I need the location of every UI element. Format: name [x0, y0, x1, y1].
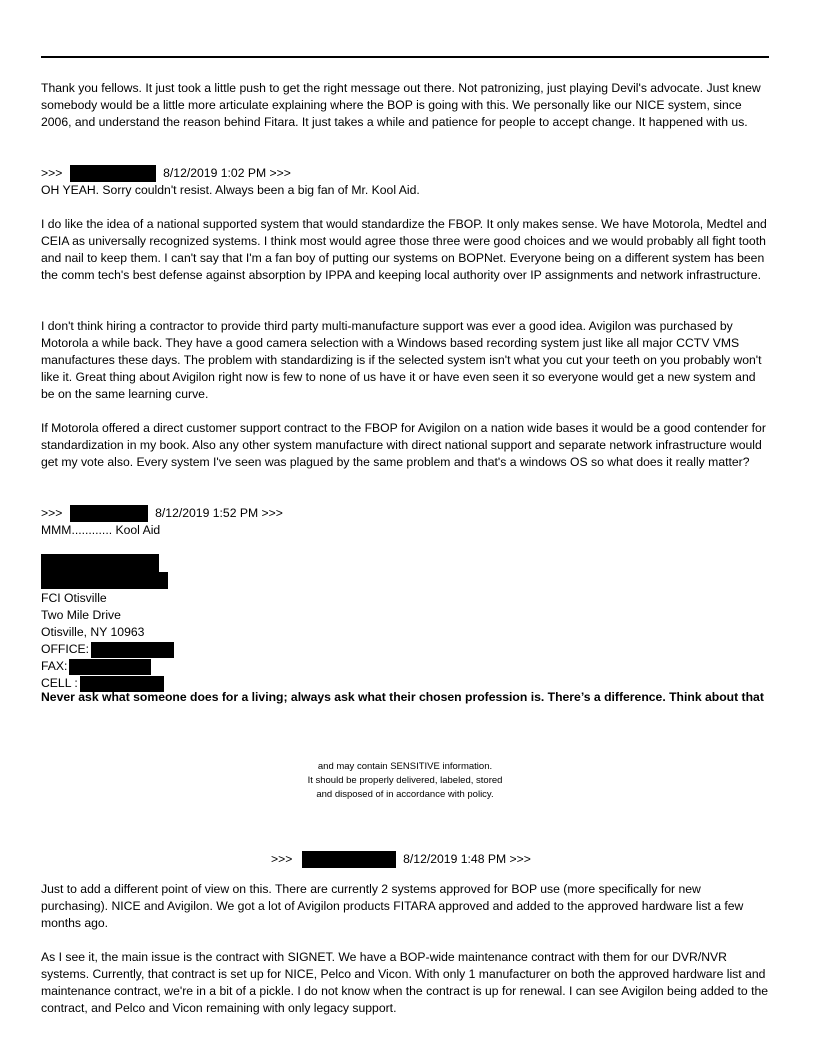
redacted-name: [41, 554, 159, 572]
signature-street: Two Mile Drive: [41, 608, 121, 622]
notice-line-2: It should be properly delivered, labeled, stored: [307, 775, 503, 786]
signature-city: Otisville, NY 10963: [41, 625, 145, 639]
paragraph-thank-you: Thank you fellows. It just took a little push to get the right message out there. Not patronizing, just playing Devil's advocate. Just knew somebody would be a little more articulate explaining where the BOP is going with this. We personally like our NICE system, since 2006, and understand the reason behind Fitara. It just takes a while and patience for people to accept change. It happened with us.: [41, 81, 761, 129]
reply-timestamp: 8/12/2019 1:52 PM >>>: [155, 506, 283, 520]
redacted-sender: [302, 851, 396, 868]
reply-prefix: >>>: [41, 506, 63, 520]
notice-line-3: and disposed of in accordance with policy.: [316, 789, 494, 800]
reply-timestamp: 8/12/2019 1:02 PM >>>: [163, 166, 291, 180]
redacted-office-number: [91, 642, 174, 658]
paragraph-signet: As I see it, the main issue is the contract with SIGNET. We have a BOP-wide maintenance contract with them for our DVR/NVR systems. Currently, that contract is set up for NICE, Pelco and Vicon. With only 1 manufacturer on both the approved hardware list and maintenance contract, we're in a bit of a pickle. I do not know when the contract is up for renewal. I can see Avigilon being added to the contract, and Pelco and Vicon remaining with only legacy support.: [41, 950, 769, 1015]
paragraph-contractor: I don't think hiring a contractor to provide third party multi-manufacture support was ever a good idea. Avigilon was purchased by Motorola a while back. They have a good camera selection with a Windows based recording system just like all major CCTV VMS manufactures these days. The problem with standardizing is if the selected system isn't what you cut your teeth on you probably won't like it. Great thing about Avigilon right now is few to none of us have it or have even seen it so everyone would get a new system and be on the same learning curve.: [41, 319, 762, 401]
paragraph-motorola: If Motorola offered a direct customer support contract to the FBOP for Avigilon on a nation wide bases it would be a good contender for standardization in my book. Also any other system manufacture with direct national support and separate network infrastructure would get my vote also. Every system I've seen was plagued by the same problem and that's a windows OS so what does it really matter?: [41, 421, 766, 469]
reply-header-1: [41, 165, 291, 182]
reply-prefix: >>>: [271, 852, 293, 866]
redacted-fax-number: [69, 659, 151, 675]
office-label: OFFICE:: [41, 642, 90, 656]
redacted-sender: [70, 505, 148, 522]
reply-prefix: >>>: [41, 166, 63, 180]
sensitive-notice: [41, 760, 769, 802]
signature-office: [41, 641, 174, 658]
paragraph-different-view: Just to add a different point of view on this. There are currently 2 systems approved for BOP use (more specifically for new purchasing). NICE and Avigilon. We got a lot of Avigilon products FITARA approved and added to the approved hardware list a few months ago.: [41, 882, 744, 930]
paragraph-oh-yeah: OH YEAH. Sorry couldn't resist. Always been a big fan of Mr. Kool Aid.: [41, 183, 420, 197]
paragraph-national-system: I do like the idea of a national supported system that would standardize the FBOP. It only makes sense. We have Motorola, Medtel and CEIA as universally recognized systems. I think most would agree those three were good choices and we would probably all fight tooth and nail to keep them. I can't say that I'm a fan boy of putting our systems on BOPNet. Everyone being on a different system has been the comm tech's best defense against absorption by IPPA and keeping local authority over IP assignments and network infrastructure.: [41, 217, 767, 282]
notice-line-1: and may contain SENSITIVE information.: [317, 761, 493, 772]
signature-fax: [41, 658, 151, 675]
signature-org: FCI Otisville: [41, 591, 107, 605]
reply-timestamp: 8/12/2019 1:48 PM >>>: [403, 852, 531, 866]
fax-label: FAX:: [41, 659, 68, 673]
cell-label: CELL :: [41, 676, 78, 690]
signature-quote: Never ask what someone does for a living; always ask what their chosen profession is. There’s a difference. Think about that: [41, 690, 764, 704]
redacted-sender: [70, 165, 156, 182]
reply-header-3: [271, 851, 531, 868]
paragraph-kool-aid: MMM............ Kool Aid: [41, 523, 161, 537]
redacted-title: [41, 572, 168, 589]
top-rule: [41, 56, 769, 58]
reply-header-2: [41, 505, 283, 522]
